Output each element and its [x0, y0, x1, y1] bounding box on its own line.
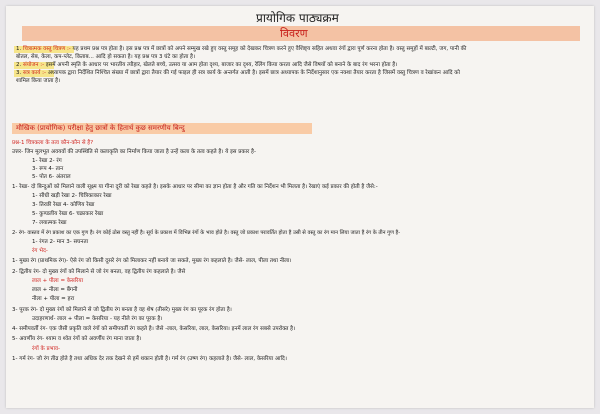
subheading: मौखिक (प्रायोगिक) परीक्षा हेतु छात्रों के हितार्थ कुछ समरणीय बिन्दु: [16, 124, 185, 132]
color-qualities: 1- रंगत 2- मान 3- सघनता: [32, 239, 89, 245]
item-1: 1. चित्रात्मक वस्तु चित्रण :- यह प्रथम प्रश्न पत्र होता है। इस प्रश्न पत्र में छात्रों को अपने सम्मुख रखे हुए वस्तु समूह को देखकर चित्रण करने हुए वैशिष्ट्य सहित अथवा रंगों द्वारा पूर्ण करना होता है। वस्तु समूहों में बाल्टी, जग, पानी की: [16, 46, 467, 52]
warm-colors: 1- गर्म रंग- जो रंग तीव्र होते है तथा अधिक देर तक देखने से हमें थकान होती है। गर्म रंग (उष्ण रंग) कहलाते है। जैसे- लाल, केसरिया आदि।: [12, 356, 287, 362]
mix-row: नीला + पीला = हरा: [32, 296, 75, 302]
element-row: 5- पोत 6- अंतराल: [32, 174, 71, 180]
section-color-types: रंग भेद-: [32, 248, 48, 254]
answer: उत्तर- जिन मूलभूत अवयवों की उपस्थिति से कलाकृति का निर्माण किया जाता है उन्हें कला के तत्व कहते है। ये इस प्रकार है-: [12, 149, 256, 155]
banner-label: विवरण: [280, 27, 308, 40]
mix-row: लाल + नीला = बैंगनी: [32, 287, 78, 293]
mix-row: लाल + पीला = केसरिया: [32, 278, 84, 284]
primary-colors: 1- मुख्य रंग (प्राथमिक रंग)- ऐसे रंग जो किसी दूसरे रंग को मिलाकर नहीं बनाये जा सकते, मुख्य रंग कहलाते है। जैसे- लाल, पीला तथा नीला।: [12, 258, 292, 264]
secondary-colors: 2- द्वितीय रंग- दो मुख्य रंगों को मिलाने से जो रंग बनता, वह द्वितीय रंग कहलाते है। जैसे: [12, 269, 186, 275]
complementary-colors: 3- पूरक रंग- दो मुख्य रंगों को मिलाने से जो द्वितीय रंग बनता है वह शेष (तीसरे) मुख्य रंग का पूरक रंग होता है।: [12, 307, 232, 313]
neutral-colors: 5- अवर्णीय रंग- श्याम व श्वेत रंगों को अवर्णीय रंग माना जाता है।: [12, 336, 142, 342]
item-3-cont: शामिल किया जाता है।: [16, 78, 61, 84]
element-row: 3- रूप 4- तान: [32, 166, 64, 172]
section-color-effects: रंगों के प्रभाव-: [32, 346, 60, 352]
line-type-row: 1- सीधी खड़ी रेखा 2- चित्रिकाकार रेखा: [32, 193, 112, 199]
item-1-cont: बोतल, सेब, केला, कप-प्लेट, किताब... आदि हो सकता है। यह प्रश्न पत्र 3 घंटे का होता है।: [16, 54, 196, 60]
example-row: उदाहरणार्थ- लाल + पीला = केसरिया - यह नीले रंग का पूरक है।: [32, 316, 163, 322]
banner: [22, 26, 580, 41]
line-type-row: 3- तिरछी रेखा 4- कोणिय रेखा: [32, 202, 95, 208]
document-page: [6, 6, 594, 408]
line-rekha: 1- रेखा- दो बिन्दुओं को मिलाने वाली सूक्ष्म या गीना दूरी को रेखा कहते है। इसके आधार पर सीमा का ज्ञान होता है और गति का निर्देशन भी मिलता है। रेखाएं कई प्रकार की होती है जैसे:-: [12, 184, 378, 190]
analogous-colors: 4- समीपवर्ती रंग- एक जैसी प्रकृति वाले रंगों को समीपवर्ती रंग कहते है। जैसे -लाल, केसरिया, लाल, केसरिया। इनमें लाल रंग सबसे उपरोक्त है।: [12, 326, 296, 332]
line-type-row: 5- कुण्डलीय रेखा 6- चक्राकार रेखा: [32, 211, 104, 217]
item-2: 2. संयोजन :- इसमें अपनी स्मृति के आधार पर भारतीय त्यौहार, खेलते बच्चे, उत्सव या आम होता दृश्य, बाजार का दृश्य, रेलिंग किया करता आदि जैसे विषयों को बनाने के बाद रंग भरना होता है।: [16, 62, 398, 68]
line-type-row: 7- लयात्मक रेखा: [32, 220, 67, 226]
item-3: 3. सत्र कार्य :- अध्यापक द्वारा निर्देशित निश्चित संख्या में छात्रों द्वारा तैयार की गई फाइल ही सत्र कार्य के अन्तर्गत आती है। इसमें छात्र अध्यापक के निर्देशानुसार एक नक्शा तैयार करता है जिसमें वस्तु चित्रण व रेखांकन आदि को: [16, 70, 460, 76]
line-rang: 2- रंग- वास्तव में रंग प्रकाश का एक गुण है। रंग कोई ठोस वस्तु नहीं है। सूर्य के प्रकाश में विभिन्न रंगों के भाव होते है। वस्तु जो प्रकाश परावर्तित होता है उसी से वस्तु का रंग मान लिया जाता है रंग के तीन गुण है-: [12, 230, 401, 236]
page-title: प्रायोगिक पाठ्यक्रम: [256, 11, 339, 25]
question: प्रश्न-1 चित्रकला के तत्व कौन-कौन से है?: [12, 140, 94, 146]
element-row: 1- रेखा 2- रंग: [32, 158, 62, 164]
